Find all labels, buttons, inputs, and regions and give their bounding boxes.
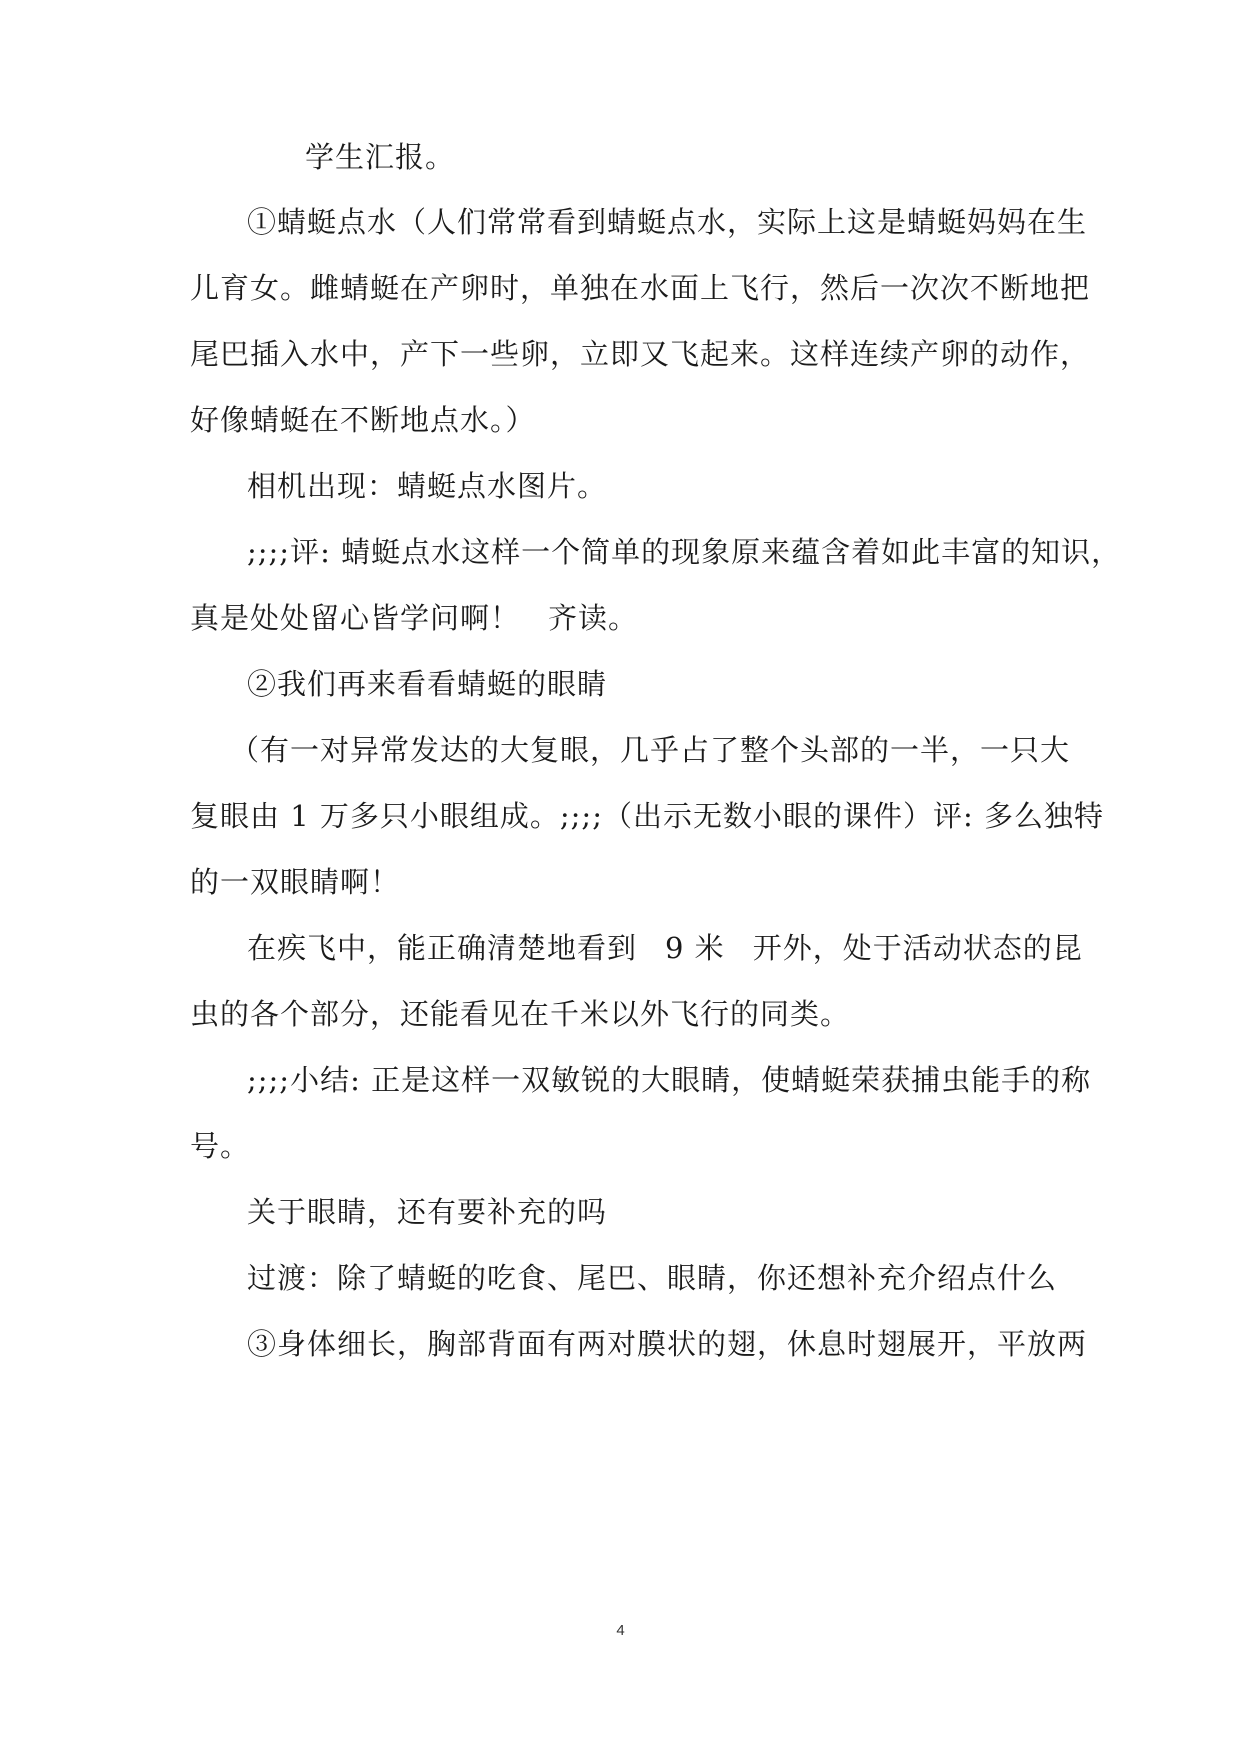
text-line — [190, 598, 638, 638]
text-segment: 齐读。 — [548, 601, 639, 635]
text-segment: 9 米 — [665, 931, 725, 965]
text-line: 相机出现：蜻蜓点水图片。 — [247, 469, 608, 503]
text-line — [247, 928, 1083, 968]
text-line: 儿育女。雌蜻蜓在产卵时，单独在水面上飞行，然后一次次不断地把 — [190, 271, 1091, 305]
text-line: ;;;;小结: 正是这样一双敏锐的大眼睛，使蜻蜓荣获捕虫能手的称 — [247, 1063, 1092, 1097]
text-line: ;;;;评: 蜻蜓点水这样一个简单的现象原来蕴含着如此丰富的知识， — [247, 535, 1122, 569]
text-line: 学生汇报。 — [305, 140, 456, 174]
text-segment: 在疾飞中，能正确清楚地看到 — [247, 931, 638, 965]
text-line: 尾巴插入水中，产下一些卵，立即又飞起来。这样连续产卵的动作， — [190, 337, 1091, 371]
text-line: 号。 — [190, 1129, 251, 1163]
text-line: 过渡：除了蜻蜓的吃食、尾巴、眼睛，你还想补充介绍点什么 — [247, 1261, 1058, 1295]
text-line: ③身体细长，胸部背面有两对膜状的翅，休息时翅展开，平放两 — [247, 1327, 1088, 1361]
text-line: 好像蜻蜓在不断地点水。） — [190, 403, 536, 437]
text-line: ①蜻蜓点水（人们常常看到蜻蜓点水，实际上这是蜻蜓妈妈在生 — [247, 205, 1088, 239]
page-number: 4 — [616, 1622, 625, 1639]
text-line: （有一对异常发达的大复眼，几乎占了整个头部的一半，一只大 — [230, 733, 1071, 767]
text-segment: 开外，处于活动状态的昆 — [752, 931, 1083, 965]
text-line: 虫的各个部分，还能看见在千米以外飞行的同类。 — [190, 997, 851, 1031]
text-line: ②我们再来看看蜻蜓的眼睛 — [247, 667, 608, 701]
text-line: 关于眼睛，还有要补充的吗 — [247, 1195, 608, 1229]
text-segment: 真是处处留心皆学问啊！ — [190, 601, 521, 635]
text-line: 复眼由 1 万多只小眼组成。;;;;（出示无数小眼的课件）评: 多么独特 — [190, 799, 1104, 833]
text-line: 的一双眼睛啊！ — [190, 865, 401, 899]
